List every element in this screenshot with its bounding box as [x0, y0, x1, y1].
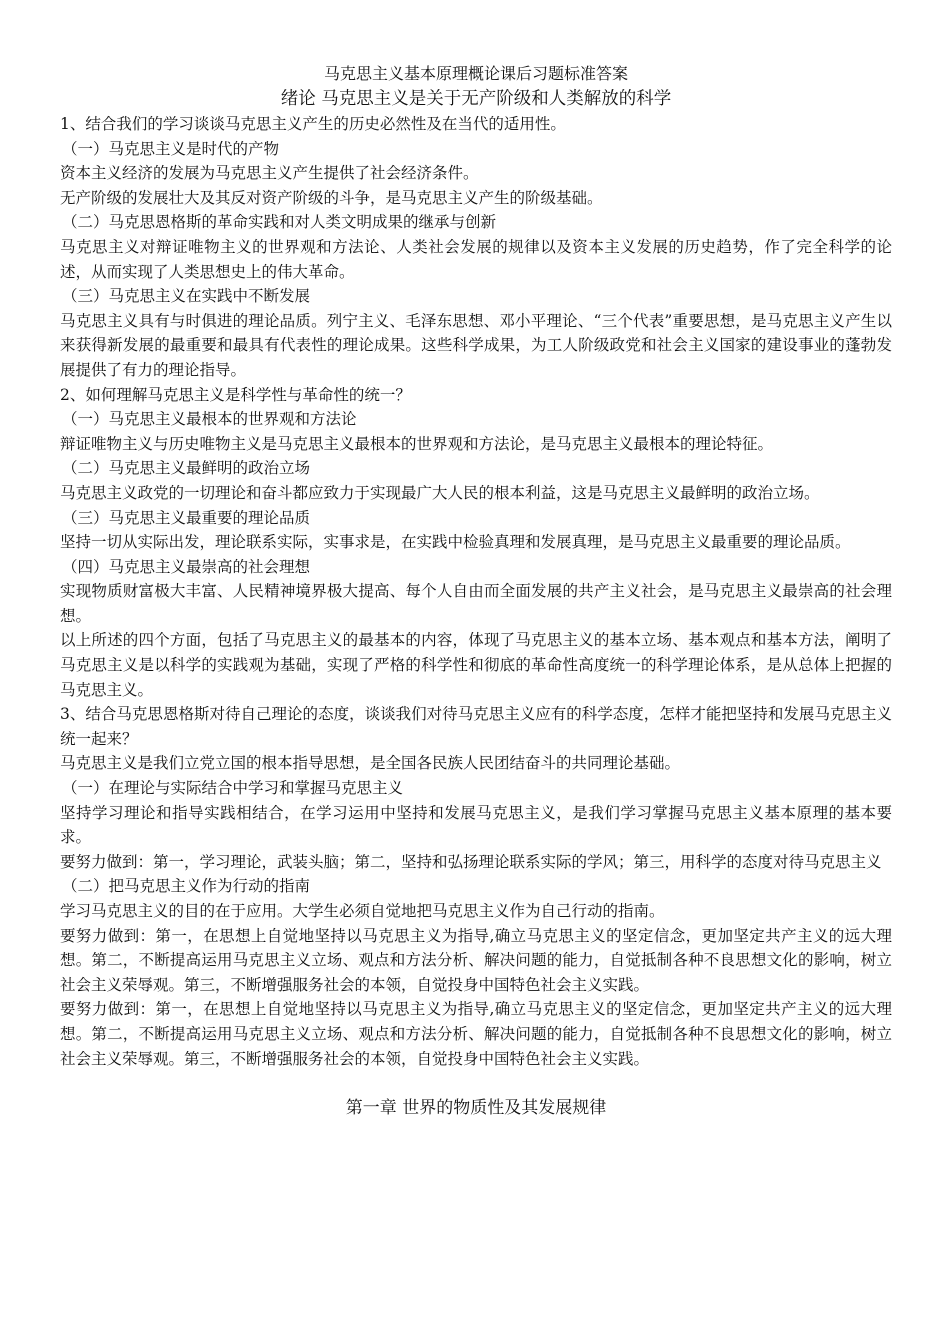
paragraph: 学习马克思主义的目的在于应用。大学生必须自觉地把马克思主义作为自己行动的指南。: [60, 902, 665, 920]
paragraph: 以上所述的四个方面，包括了马克思主义的最基本的内容，体现了马克思主义的基本立场、基本观点和基本方法，阐明了马克思主义是以科学的实践观为基础，实现了严格的科学性和彻底的革命性高度统一的科学理论体系，是从总体上把握的马克思主义。: [60, 631, 892, 699]
paragraph: 要努力做到：第一，学习理论，武装头脑；第二，坚持和弘扬理论联系实际的学风；第三，用科学的态度对待马克思主义: [60, 852, 882, 871]
question-1: 1、结合我们的学习谈谈马克思主义产生的历史必然性及在当代的适用性。: [60, 115, 566, 133]
section-heading: （三）马克思主义在实践中不断发展: [62, 287, 311, 306]
section-heading: （二）把马克思主义作为行动的指南: [62, 877, 311, 896]
paragraph: 马克思主义对辩证唯物主义的世界观和方法论、人类社会发展的规律以及资本主义发展的历史趋势，作了完全科学的论述，从而实现了人类思想史上的伟大革命。: [60, 237, 892, 281]
paragraph: 马克思主义政党的一切理论和奋斗都应致力于实现最广大人民的根本利益，这是马克思主义最鲜明的政治立场。: [60, 483, 820, 502]
section-heading: （一）马克思主义最根本的世界观和方法论: [62, 410, 357, 429]
section-heading: （三）马克思主义最重要的理论品质: [62, 508, 311, 527]
question-2: 2、如何理解马克思主义是科学性与革命性的统一？: [60, 385, 411, 404]
section-heading: （四）马克思主义最崇高的社会理想: [62, 557, 311, 576]
document-title: 马克思主义基本原理概论课后习题标准答案: [323, 64, 628, 83]
introduction-heading: 绪论 马克思主义是关于无产阶级和人类解放的科学: [280, 89, 672, 109]
question-3: 3、结合马克思恩格斯对待自己理论的态度，谈谈我们对待马克思主义应有的科学态度，怎样才能把坚持和发展马克思主义统一起来？: [60, 705, 892, 748]
paragraph: 坚持学习理论和指导实践相结合，在学习运用中坚持和发展马克思主义，是我们学习掌握马克思主义基本原理的基本要求。: [60, 803, 892, 847]
paragraph: 要努力做到：第一，在思想上自觉地坚持以马克思主义为指导,确立马克思主义的坚定信念，更加坚定共产主义的远大理想。第二，不断提高运用马克思主义立场、观点和方法分析、解决问题的能力，自觉抵制各种不良思想文化的影响，树立社会主义荣辱观。第三，不断增强服务社会的本领，自觉投身中国特色社会主义实践。: [60, 926, 892, 994]
paragraph: 实现物质财富极大丰富、人民精神境界极大提高、每个人自由而全面发展的共产主义社会，是马克思主义最崇高的社会理想。: [60, 582, 892, 625]
paragraph: 要努力做到：第一，在思想上自觉地坚持以马克思主义为指导,确立马克思主义的坚定信念，更加坚定共产主义的远大理想。第二，不断提高运用马克思主义立场、观点和方法分析、解决问题的能力，自觉抵制各种不良思想文化的影响，树立社会主义荣辱观。第三，不断增强服务社会的本领，自觉投身中国特色社会主义实践。: [60, 1000, 892, 1068]
paragraph: 无产阶级的发展壮大及其反对资产阶级的斗争，是马克思主义产生的阶级基础。: [60, 188, 603, 207]
paragraph: 辩证唯物主义与历史唯物主义是马克思主义最根本的世界观和方法论，是马克思主义最根本的理论特征。: [60, 434, 774, 453]
chapter-heading: 第一章 世界的物质性及其发展规律: [345, 1098, 607, 1119]
paragraph: 马克思主义具有与时俱进的理论品质。列宁主义、毛泽东思想、邓小平理论、“三个代表”重要思想，是马克思主义产生以来获得新发展的最重要和最具有代表性的理论成果。这些科学成果，为工人阶级政党和社会主义国家的建设事业的蓬勃发展提供了有力的理论指导。: [60, 311, 892, 379]
section-heading: （二）马克思恩格斯的革命实践和对人类文明成果的继承与创新: [62, 213, 497, 232]
section-heading: （一）在理论与实际结合中学习和掌握马克思主义: [62, 779, 404, 798]
section-heading: （一）马克思主义是时代的产物: [62, 139, 280, 158]
paragraph: 资本主义经济的发展为马克思主义产生提供了社会经济条件。: [60, 164, 479, 183]
paragraph: 坚持一切从实际出发，理论联系实际，实事求是，在实践中检验真理和发展真理，是马克思主义最重要的理论品质。: [60, 533, 851, 552]
section-heading: （二）马克思主义最鲜明的政治立场: [62, 459, 311, 478]
paragraph: 马克思主义是我们立党立国的根本指导思想，是全国各民族人民团结奋斗的共同理论基础。: [60, 754, 681, 773]
